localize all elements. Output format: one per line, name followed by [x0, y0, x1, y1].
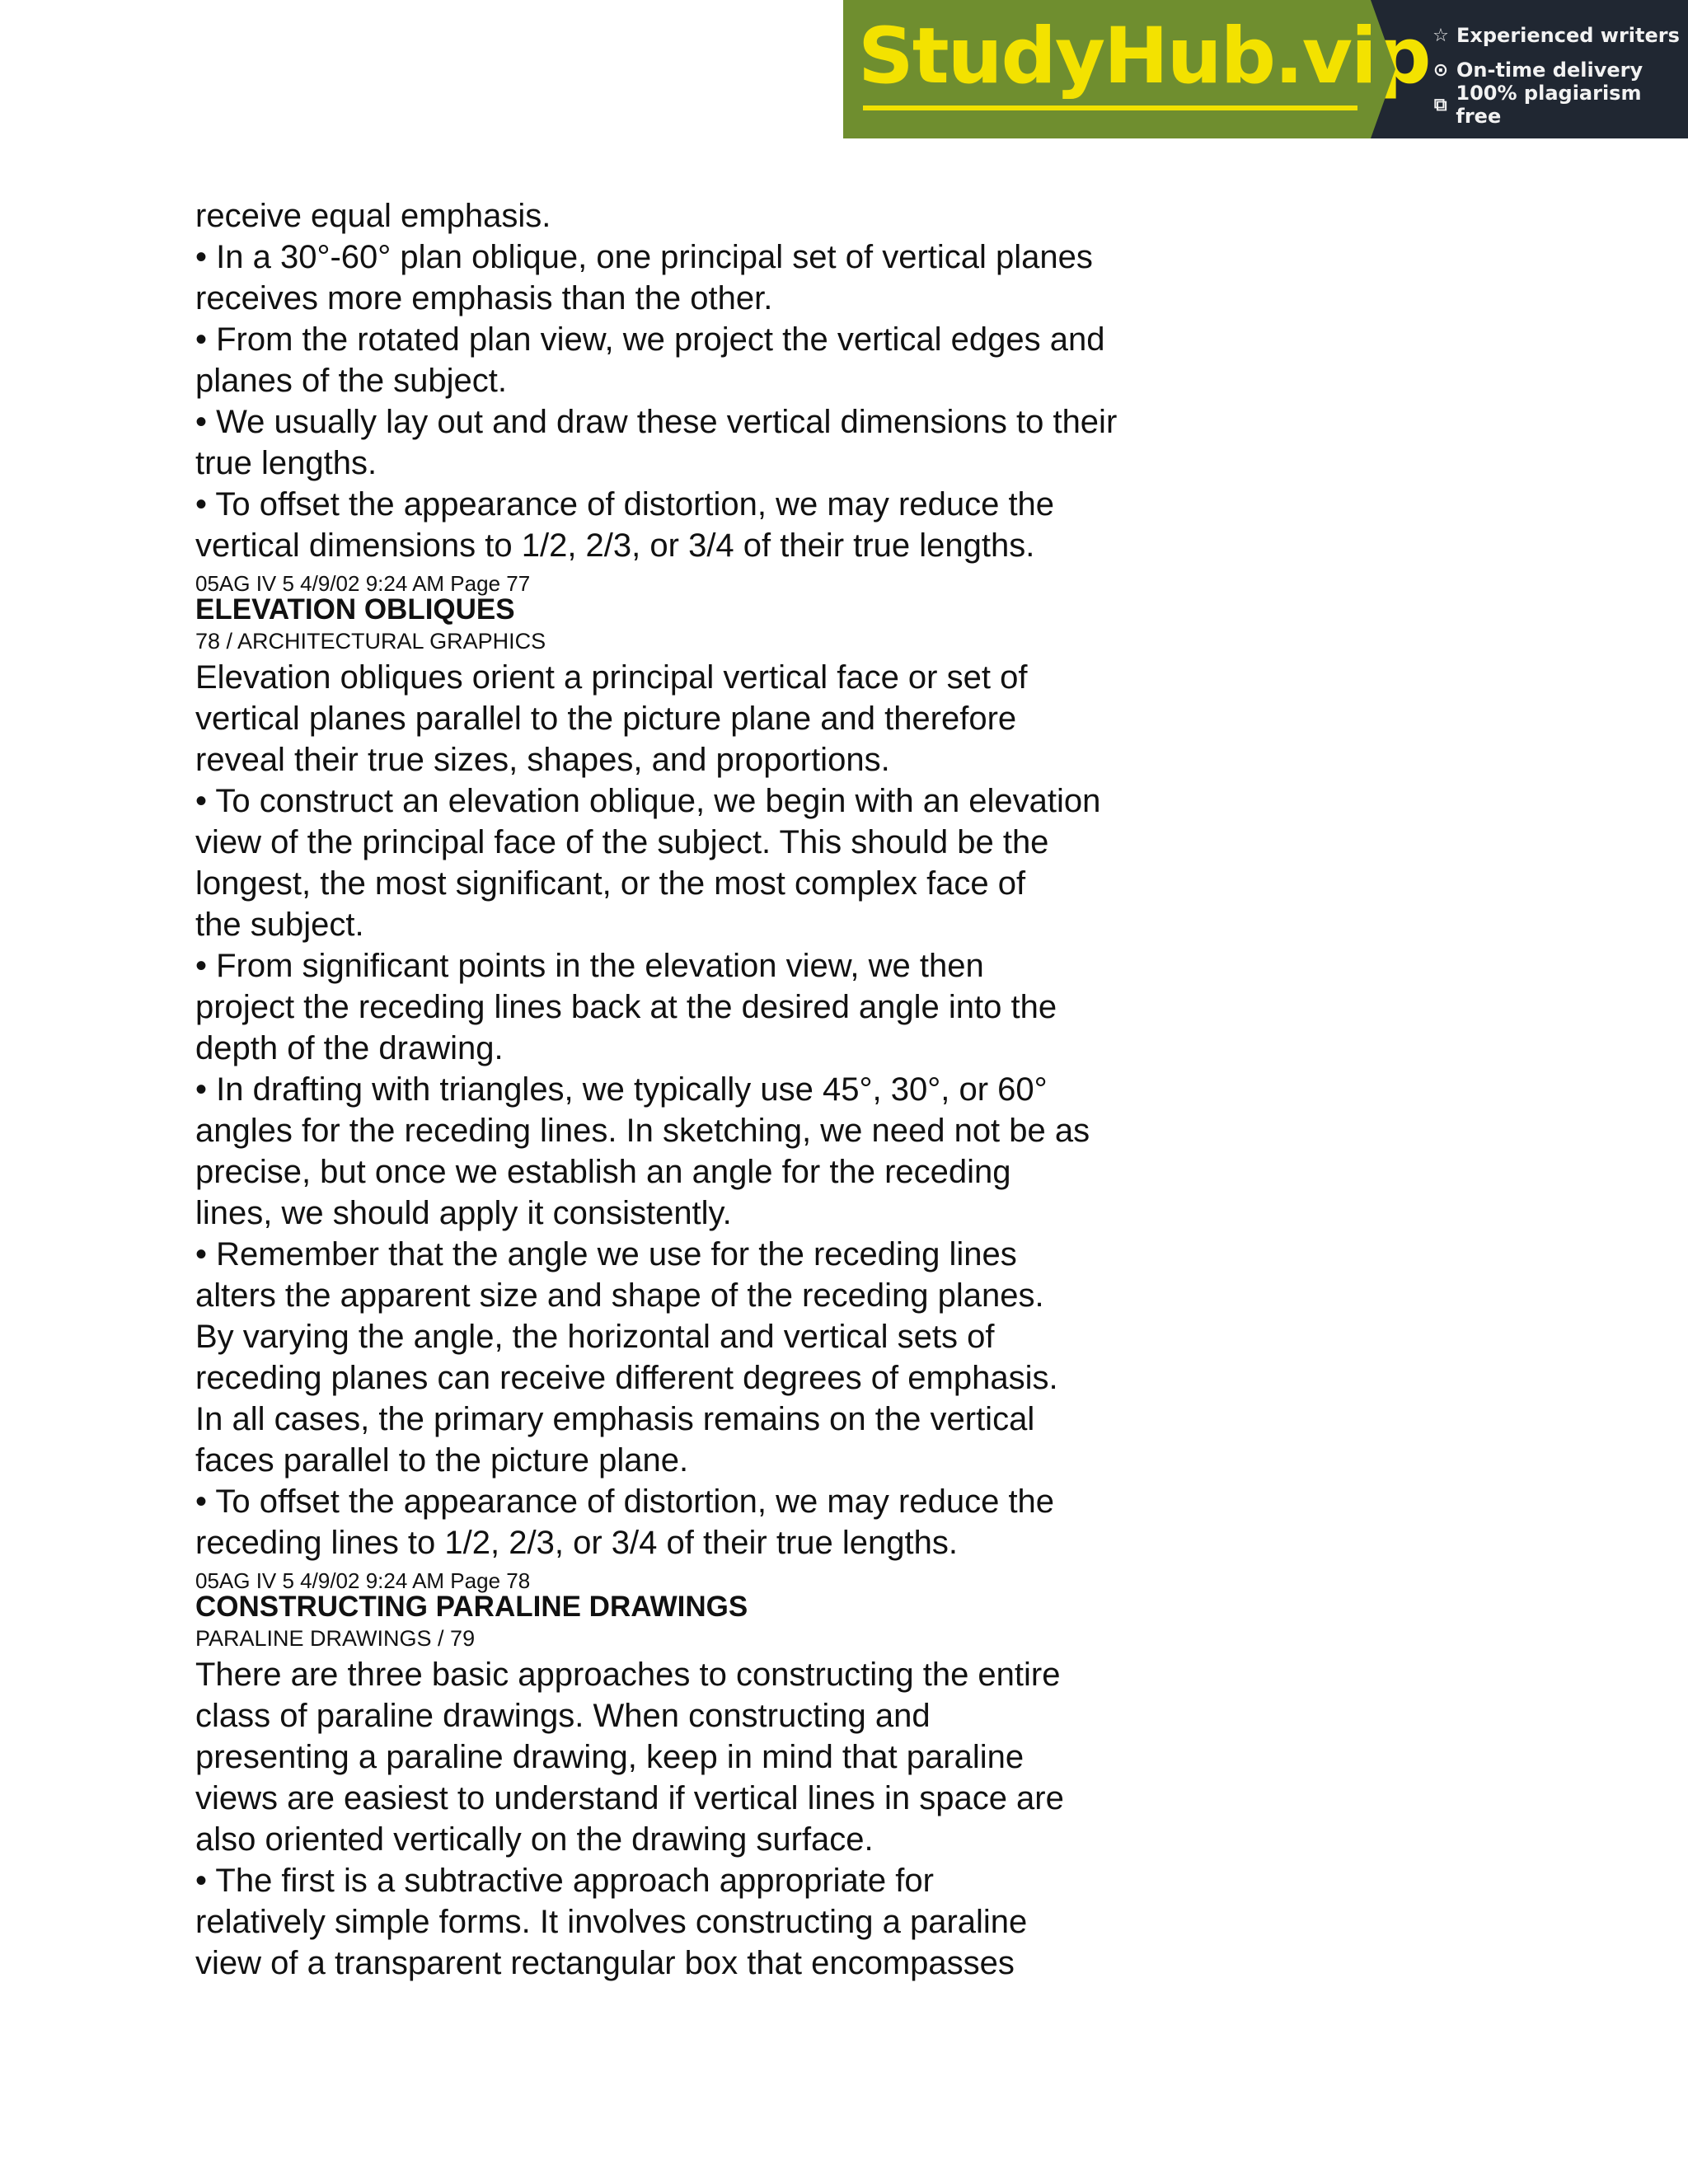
text-line: true lengths. [195, 445, 377, 481]
bullet-line: • To offset the appearance of distortion, we may reduce the [195, 486, 1055, 523]
bullet-line: • From the rotated plan view, we project the vertical edges and [195, 321, 1105, 358]
text-line: There are three basic approaches to constructing the entire [195, 1657, 1061, 1693]
text-line: receives more emphasis than the other. [195, 280, 773, 316]
feature-label: Experienced writers [1456, 24, 1680, 47]
bullet-line: • The first is a subtractive approach appropriate for [195, 1863, 934, 1899]
text-line: presenting a paraline drawing, keep in mind that paraline [195, 1739, 1025, 1775]
text-line: faces parallel to the picture plane. [195, 1442, 689, 1479]
brand-underline [863, 105, 1357, 110]
brand-panel[interactable] [843, 0, 1430, 138]
feature-item [1430, 82, 1688, 128]
text-line: In all cases, the primary emphasis remains on the vertical [195, 1401, 1035, 1437]
running-header: 78 / ARCHITECTURAL GRAPHICS [195, 629, 546, 654]
text-line: vertical dimensions to 1/2, 2/3, or 3/4 of their true lengths. [195, 527, 1035, 564]
page-footer-note: 05AG IV 5 4/9/02 9:24 AM Page 78 [195, 1568, 531, 1593]
text-line: view of a transparent rectangular box that encompasses [195, 1945, 1015, 1981]
text-line: views are easiest to understand if vertical lines in space are [195, 1780, 1064, 1816]
text-line: also oriented vertically on the drawing surface. [195, 1821, 874, 1858]
text-line: receding lines to 1/2, 2/3, or 3/4 of their true lengths. [195, 1525, 958, 1561]
feature-item [1430, 18, 1688, 53]
text-line: precise, but once we establish an angle for the receding [195, 1154, 1011, 1190]
feature-label: 100% plagiarism free [1456, 82, 1642, 128]
text-line: depth of the drawing. [195, 1030, 504, 1066]
bullet-line: • In drafting with triangles, we typically use 45°, 30°, or 60° [195, 1071, 1048, 1108]
text-line: lines, we should apply it consistently. [195, 1195, 732, 1231]
ad-banner[interactable] [843, 0, 1688, 138]
star-icon: ☆ [1432, 25, 1449, 46]
text-line: reveal their true sizes, shapes, and proportions. [195, 742, 890, 778]
feature-label: On-time delivery [1456, 59, 1643, 82]
bullet-line: • To offset the appearance of distortion, we may reduce the [195, 1483, 1055, 1520]
text-line: project the receding lines back at the desired angle into the [195, 989, 1057, 1025]
text-line: longest, the most significant, or the most complex face of [195, 865, 1026, 902]
bullet-line: • In a 30°-60° plan oblique, one principal set of vertical planes [195, 239, 1093, 275]
text-line: alters the apparent size and shape of the receding planes. [195, 1277, 1044, 1314]
running-header: PARALINE DRAWINGS / 79 [195, 1626, 476, 1651]
bullet-line: • Remember that the angle we use for the receding lines [195, 1236, 1017, 1272]
text-line: Elevation obliques orient a principal vertical face or set of [195, 659, 1028, 696]
page-footer-note: 05AG IV 5 4/9/02 9:24 AM Page 77 [195, 571, 531, 596]
text-line: By varying the angle, the horizontal and vertical sets of [195, 1319, 995, 1355]
text-line: receive equal emphasis. [195, 198, 551, 234]
clock-icon: ⊙ [1432, 59, 1449, 81]
document-body [195, 195, 1267, 1984]
text-line: angles for the receding lines. In sketching, we need not be as [195, 1113, 1090, 1149]
text-line: vertical planes parallel to the picture plane and therefore [195, 701, 1017, 737]
text-line: class of paraline drawings. When constructing and [195, 1698, 931, 1734]
text-line: planes of the subject. [195, 363, 508, 399]
brand-logo[interactable]: StudyHub.vip [858, 12, 1430, 101]
section-heading: CONSTRUCTING PARALINE DRAWINGS [195, 1591, 748, 1623]
text-line: view of the principal face of the subject. This should be the [195, 824, 1049, 860]
copy-icon: ⧉ [1433, 94, 1447, 115]
text-line: the subject. [195, 907, 364, 943]
bullet-line: • We usually lay out and draw these vertical dimensions to their [195, 404, 1118, 440]
text-line: receding planes can receive different degrees of emphasis. [195, 1360, 1058, 1396]
section-heading: ELEVATION OBLIQUES [195, 593, 515, 626]
bullet-line: • From significant points in the elevation view, we then [195, 948, 984, 984]
bullet-line: • To construct an elevation oblique, we begin with an elevation [195, 783, 1101, 819]
text-line: relatively simple forms. It involves constructing a paraline [195, 1904, 1028, 1940]
